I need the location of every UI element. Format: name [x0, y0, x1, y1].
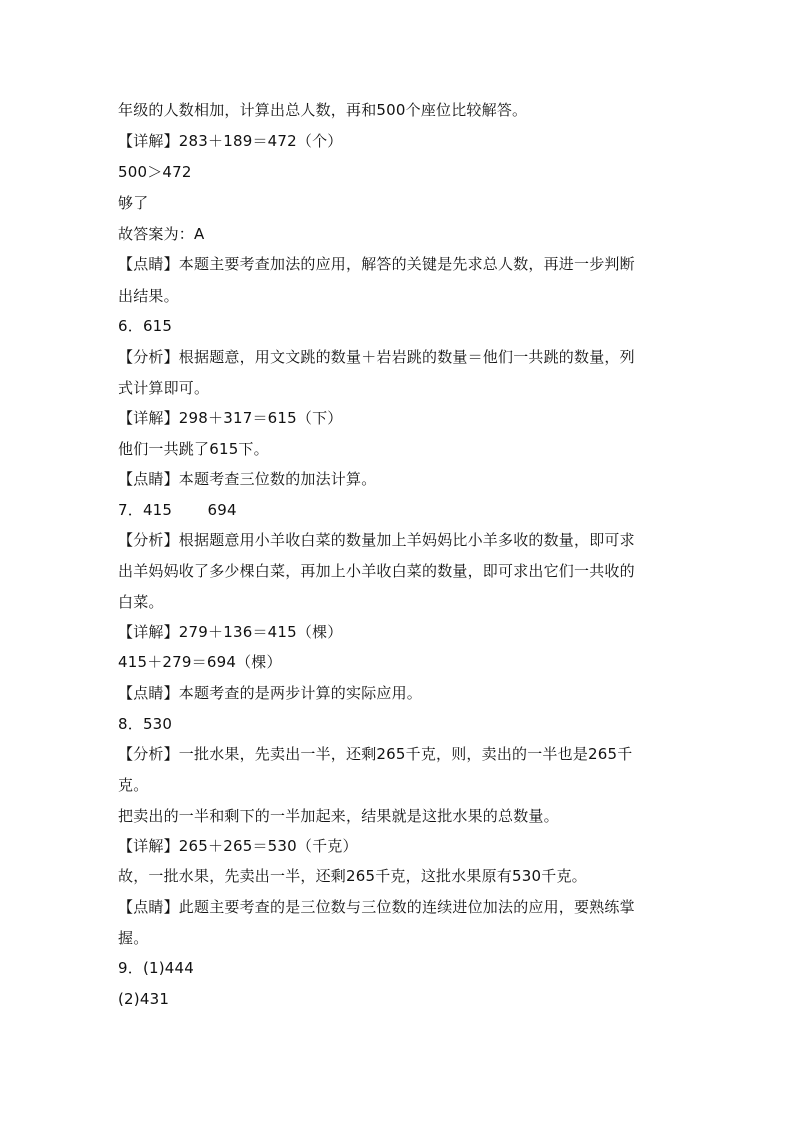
text-line: 【详解】265＋265＝530（千克）: [118, 837, 358, 855]
text-line: 克。: [118, 776, 149, 794]
text-line: 故，一批水果，先卖出一半，还剩265千克，这批水果原有530千克。: [118, 867, 587, 885]
text-line: 出结果。: [118, 287, 179, 305]
text-line: 白菜。: [118, 593, 164, 611]
text-line: 【分析】一批水果，先卖出一半，还剩265千克，则，卖出的一半也是265千: [118, 745, 633, 763]
text-line: 握。: [118, 929, 149, 947]
text-line: 500＞472: [118, 163, 192, 181]
text-line: 出羊妈妈收了多少棵白菜，再加上小羊收白菜的数量，即可求出它们一共收的: [118, 562, 635, 580]
text-line: 【点睛】此题主要考查的是三位数与三位数的连续进位加法的应用，要熟练掌: [118, 898, 635, 916]
text-line: 把卖出的一半和剩下的一半加起来，结果就是这批水果的总数量。: [118, 807, 559, 825]
text-line: 415＋279＝694（棵）: [118, 653, 282, 671]
text-line: 够了: [118, 194, 149, 212]
text-line: 【详解】298＋317＝615（下）: [118, 409, 343, 427]
question-number: 8．530: [118, 715, 173, 733]
text-line: 【分析】根据题意用小羊收白菜的数量加上羊妈妈比小羊多收的数量，即可求: [118, 531, 635, 549]
text-line: 故答案为：A: [118, 225, 205, 243]
text-line: 【详解】283＋189＝472（个）: [118, 132, 343, 150]
question-number: 9．(1)444: [118, 959, 195, 977]
question-number: 6．615: [118, 317, 173, 335]
text-line: 【点睛】本题考查的是两步计算的实际应用。: [118, 684, 423, 702]
text-line: 【分析】根据题意，用文文跳的数量＋岩岩跳的数量＝他们一共跳的数量，列: [118, 348, 635, 366]
text-line: 【详解】279＋136＝415（棵）: [118, 623, 343, 641]
text-line: 【点睛】本题主要考查加法的应用，解答的关键是先求总人数，再进一步判断: [118, 255, 635, 273]
text-line: 年级的人数相加，计算出总人数，再和500个座位比较解答。: [118, 101, 528, 119]
question-number: 7．415 694: [118, 501, 237, 519]
text-line: 他们一共跳了615下。: [118, 440, 269, 458]
text-line: (2)431: [118, 990, 170, 1008]
text-line: 【点睛】本题考查三位数的加法计算。: [118, 470, 377, 488]
text-line: 式计算即可。: [118, 379, 210, 397]
